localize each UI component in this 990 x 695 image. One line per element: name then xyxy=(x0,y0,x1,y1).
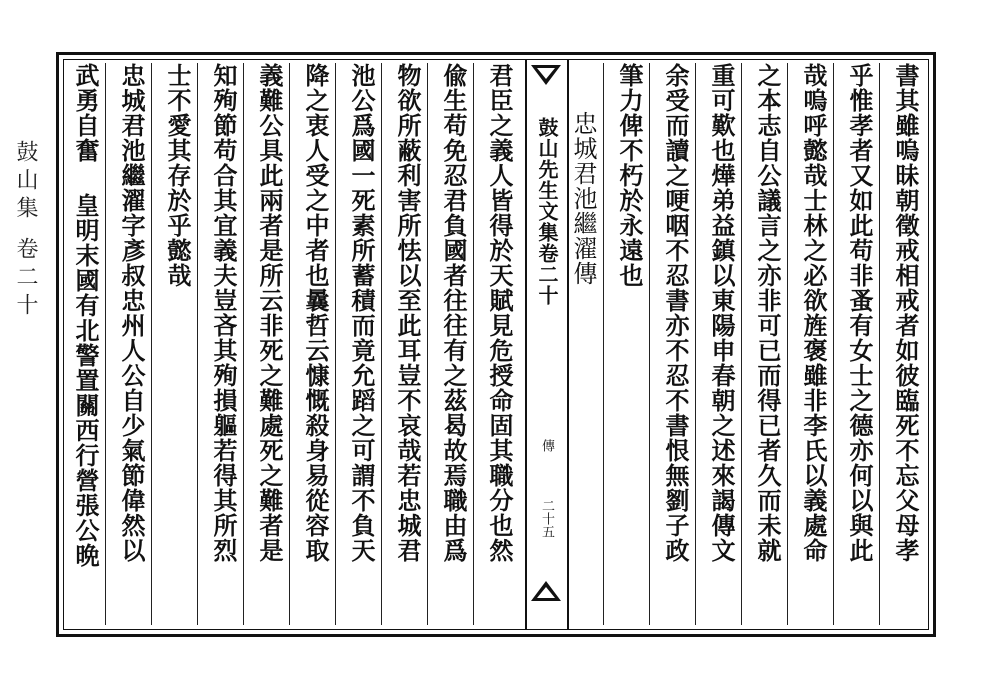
text-column: 之本志自公議言之亦非可已而得已者久而未就 xyxy=(753,63,782,563)
biography-heading: 忠城君池繼濯傳 xyxy=(569,111,597,286)
text-column: 余受而讀之哽咽不忍書亦不忍不書恨無劉子政 xyxy=(661,63,690,563)
text-column: 哉嗚呼懿哉士林之必欲旌褒雖非李氏以義處命 xyxy=(799,63,828,563)
text-column: 君臣之義人皆得於天賦見危授命固其職分也然 xyxy=(485,63,514,563)
column-rule xyxy=(243,63,244,625)
column-rule xyxy=(879,63,880,625)
column-rule xyxy=(197,63,198,625)
page-frame xyxy=(56,52,936,637)
text-column: 忠城君池繼濯字彥叔忠州人公自少氣節偉然以 xyxy=(117,63,146,563)
text-column: 偸生苟免忍君負國者往往有之茲曷故焉職由爲 xyxy=(439,63,468,563)
text-column: 武勇自奮 皇明末國有北警置關西行營張公晩 xyxy=(71,63,100,568)
text-column: 知殉節苟合其宜義夫豈吝其殉損軀若得其所烈 xyxy=(209,63,238,563)
column-rule xyxy=(473,63,474,625)
column-rule xyxy=(335,63,336,625)
fish-tail-bottom-icon xyxy=(531,579,561,601)
text-column: 池公爲國一死素所蓄積而竟允蹈之可謂不負天 xyxy=(347,63,376,563)
volume-side-label: 鼓山集 卷二十 xyxy=(13,140,38,321)
column-rule xyxy=(151,63,152,625)
text-column: 筆力俾不朽於永遠也 xyxy=(615,63,644,288)
section-label: 傳 xyxy=(539,439,554,452)
text-column: 降之衷人受之中者也曩哲云慷慨殺身易從容取 xyxy=(301,63,330,563)
column-rule xyxy=(427,63,428,625)
center-fold xyxy=(525,59,569,629)
column-rule xyxy=(833,63,834,625)
fish-tail-top-icon xyxy=(531,65,561,87)
text-column: 物欲所蔽利害所怯以至此耳豈不哀哉若忠城君 xyxy=(393,63,422,563)
page-number: 二十五 xyxy=(539,499,554,538)
column-rule xyxy=(695,63,696,625)
text-column: 重可歎也燁弟益鎮以東陽申春朝之述來謁傳文 xyxy=(707,63,736,563)
column-rule xyxy=(787,63,788,625)
column-rule xyxy=(105,63,106,625)
column-rule xyxy=(289,63,290,625)
text-column: 書其雖嗚昧朝徵戒相戒者如彼臨死不忘父母孝 xyxy=(891,63,920,563)
column-rule xyxy=(741,63,742,625)
column-rule xyxy=(603,63,604,625)
book-title: 鼓山先生文集卷二十 xyxy=(535,117,559,306)
column-rule xyxy=(649,63,650,625)
text-column: 士不愛其存於乎懿哉 xyxy=(163,63,192,288)
text-column: 乎惟孝者又如此苟非蚤有女士之德亦何以與此 xyxy=(845,63,874,563)
column-rule xyxy=(381,63,382,625)
text-column: 義難公具此兩者是所云非死之難處死之難者是 xyxy=(255,63,284,563)
